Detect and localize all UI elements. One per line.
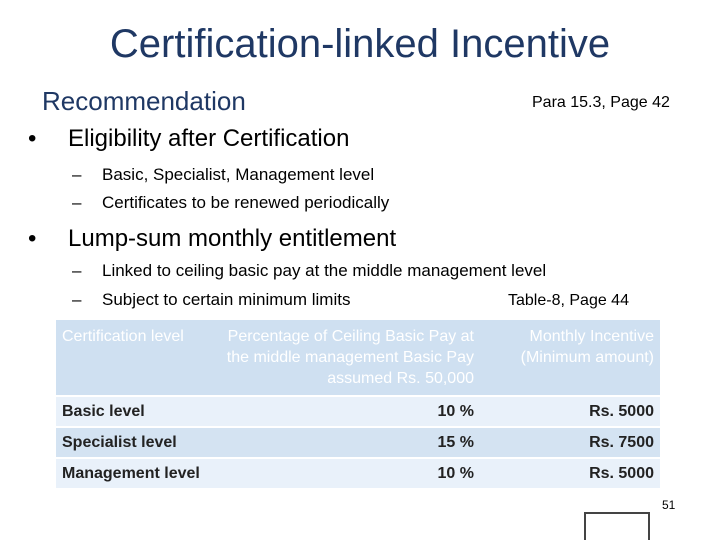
cell-level: Basic level <box>56 396 218 427</box>
sub-bullet <box>72 164 374 186</box>
table-row <box>56 458 660 488</box>
sub-bullet-text: Linked to ceiling basic pay at the middle management level <box>102 261 547 280</box>
sub-bullet <box>72 192 389 214</box>
cell-percentage: 10 % <box>218 458 480 488</box>
dash-icon: – <box>72 193 82 212</box>
sub-bullet-text: Basic, Specialist, Management level <box>102 165 375 184</box>
bullet-text: Lump-sum monthly entitlement <box>68 225 397 252</box>
bullet-text: Eligibility after Certification <box>68 125 350 152</box>
recommendation-heading: Recommendation <box>42 86 246 116</box>
corner-box-icon <box>584 512 650 540</box>
cell-incentive: Rs. 7500 <box>480 427 660 458</box>
column-header-percentage: Percentage of Ceiling Basic Pay at the middle management Basic Pay assumed Rs. 50,000 <box>218 320 480 396</box>
table-row <box>56 427 660 458</box>
sub-bullet-text: Subject to certain minimum limits <box>102 290 351 309</box>
column-header-level: Certification level <box>56 320 218 396</box>
dash-icon: – <box>72 165 82 184</box>
dash-icon: – <box>72 261 82 280</box>
dash-icon: – <box>72 290 82 309</box>
table-reference: Table-8, Page 44 <box>508 292 629 309</box>
bullet-eligibility <box>28 124 349 154</box>
sub-bullet <box>72 260 546 282</box>
slide-title: Certification-linked Incentive <box>109 22 611 66</box>
cell-incentive: Rs. 5000 <box>480 458 660 488</box>
bullet-icon: • <box>28 225 37 252</box>
cell-level: Specialist level <box>56 427 218 458</box>
cell-incentive: Rs. 5000 <box>480 396 660 427</box>
cell-percentage: 10 % <box>218 396 480 427</box>
bullet-icon: • <box>28 125 37 152</box>
column-header-incentive: Monthly Incentive (Minimum amount) <box>480 320 660 396</box>
slide-number: 51 <box>662 498 676 512</box>
cell-percentage: 15 % <box>218 427 480 458</box>
sub-bullet-text: Certificates to be renewed periodically <box>102 193 390 212</box>
sub-bullet <box>72 289 350 311</box>
paragraph-reference: Para 15.3, Page 42 <box>532 94 670 111</box>
table-row <box>56 396 660 427</box>
incentive-table <box>56 320 660 488</box>
table-header-row <box>56 320 660 396</box>
bullet-lump-sum <box>28 224 396 254</box>
cell-level: Management level <box>56 458 218 488</box>
